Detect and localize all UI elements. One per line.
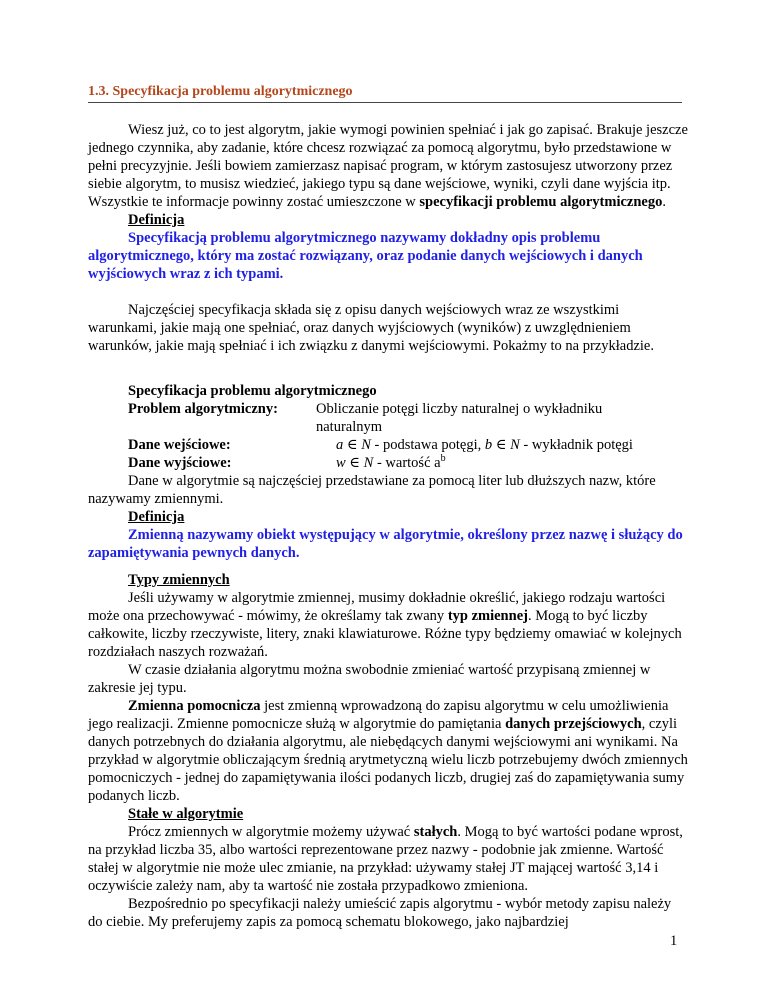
intro-block <box>88 121 688 283</box>
paragraph-2: Najczęściej specyfikacja składa się z opisu danych wejściowych wraz ze wszystkimi warunkami, jakie mają one spełniać, oraz danych wyjściowych (wyników) z uwzględnieniem warunków, jakie mają spełniać i ich związku z danymi wejściowymi. Pokażmy to na przykładzie. <box>88 302 654 354</box>
spec-problem-value-2: naturalnym <box>316 419 383 435</box>
intro-text: Wiesz już, co to jest algorytm, jakie wymogi powinien spełniać i jak go zapisać. Brakuje jeszcze jednego czynnika, aby zadanie, które chcesz rozwiązać za pomocą algorytmu, było przedstawione w pełni precyzyjnie. Jeśli bowiem zamierzasz napisać program, w którym zastosujesz utworzony przez siebie algorytm, to musisz wiedzieć, jakiego typu są dane wejściowe, wyniki, czyli dane wyjścia itp. Wszystkie te informacje powinny zostać umieszczone w <box>88 122 688 210</box>
spec-example <box>128 382 688 472</box>
types-p1-a: Jeśli używamy w algorytmie zmiennej, musimy dokładnie określić, jakiego rodzaju wartości może ona przechowywać - mówimy, że określamy tak zwany <box>88 590 666 624</box>
spec-input-row <box>128 436 688 454</box>
intro-end: . <box>662 194 666 210</box>
spec-title: Specyfikacja problemu algorytmicznego <box>128 383 377 399</box>
para2-block <box>88 301 688 355</box>
constants-paragraph-1 <box>88 823 688 895</box>
input-b-math: b ∈ N <box>484 437 520 453</box>
types-p3-bold2: danych przejściowych <box>505 716 642 732</box>
definition-label-2: Definicja <box>128 509 185 525</box>
paragraph-3: Dane w algorytmie są najczęściej przedstawiane za pomocą liter lub dłuższych nazw, które nazywamy zmiennymi. <box>88 473 656 507</box>
constants-p1-bold: stałych <box>413 824 458 840</box>
types-title: Typy zmiennych <box>128 572 230 588</box>
spec-problem-row <box>128 400 688 418</box>
page-number: 1 <box>670 933 678 949</box>
constants-p1-b: . Mogą to być wartości podane wprost, na przykład liczba 35, albo wartości reprezentowane przez nazwy - podobnie jak zmienne. Wartość stałej w algorytmie nie może ulec zmianie, na przykład: używamy stałej JT mającej wartość 3,14 i oczywiście zależy nam, aby ta wartość nie została przypadkowo zmieniona. <box>88 824 683 894</box>
types-p3-a: jest zmienną wprowadzoną do zapisu algorytmu w celu umożliwienia jego realizacji. Zmienne pomocnicze służą w algorytmie do pamiętania <box>88 698 669 732</box>
types-paragraph-3 <box>88 697 688 805</box>
spec-output-row <box>128 454 688 472</box>
types-paragraph-1 <box>88 589 688 661</box>
types-p1-bold: typ zmiennej <box>447 608 528 624</box>
output-w-math: w ∈ N <box>336 455 374 471</box>
constants-paragraph-2: Bezpośrednio po specyfikacji należy umieścić zapis algorytmu - wybór metody zapisu należy do ciebie. My preferujemy zapis za pomocą schematu blokowego, jako najbardziej <box>88 896 672 930</box>
output-desc: - wartość a <box>373 455 441 471</box>
types-p3-b: , czyli danych potrzebnych do działania algorytmu, ale niebędących danymi wejściowymi ani wynikami. Na przykład w algorytmie obliczającym średnią arytmetyczną wielu liczb potrzebujemy dwóch zmiennych pomocniczych - jednej do zapamiętywania ilości podanych liczb, drugiej zaś do zapamiętywania sumy podanych liczb. <box>88 716 688 804</box>
intro-paragraph <box>88 121 688 211</box>
types-p1-b: . Mogą to być liczby całkowite, liczby rzeczywiste, litery, znaki klawiaturowe. Różne typy będziemy omawiać w kolejnych rozdziałach naszych rozważań. <box>88 608 682 660</box>
spec-problem-label: Problem algorytmiczny: <box>128 401 278 417</box>
definition-1-text: Specyfikacją problemu algorytmicznego nazywamy dokładny opis problemu algorytmicznego, który ma zostać rozwiązany, oraz podanie danych wejściowych i danych wyjściowych wraz z ich typami. <box>88 230 643 282</box>
intro-bold-term: specyfikacji problemu algorytmicznego <box>419 194 663 210</box>
spec-output-label: Dane wyjściowe: <box>128 455 232 471</box>
spec-input-value <box>336 436 633 454</box>
input-b-desc: - wykładnik potęgi <box>519 437 633 453</box>
spec-problem-value: Obliczanie potęgi liczby naturalnej o wykładniku <box>316 401 603 417</box>
types-paragraph-2: W czasie działania algorytmu można swobodnie zmieniać wartość przypisaną zmiennej w zakresie jej typu. <box>88 662 651 696</box>
spec-input-label: Dane wejściowe: <box>128 437 231 453</box>
input-a-math: a ∈ N <box>336 437 371 453</box>
spec-title-row <box>128 382 688 400</box>
output-sup: b <box>440 453 446 465</box>
spec-problem-row-2 <box>128 418 688 436</box>
input-a-desc: - podstawa potęgi, <box>370 437 485 453</box>
types-p3-bold1: Zmienna pomocnicza <box>128 698 261 714</box>
types-block <box>88 571 688 931</box>
constants-title: Stałe w algorytmie <box>128 806 244 822</box>
variables-block <box>88 472 688 562</box>
constants-p1-a: Prócz zmiennych w algorytmie możemy używać <box>128 824 414 840</box>
spec-output-value <box>336 454 446 472</box>
definition-label-1: Definicja <box>128 212 185 228</box>
section-heading: 1.3. Specyfikacja problemu algorytmicznego <box>88 84 682 103</box>
definition-2-text: Zmienną nazywamy obiekt występujący w algorytmie, określony przez nazwę i służący do zapamiętywania pewnych danych. <box>88 527 683 561</box>
